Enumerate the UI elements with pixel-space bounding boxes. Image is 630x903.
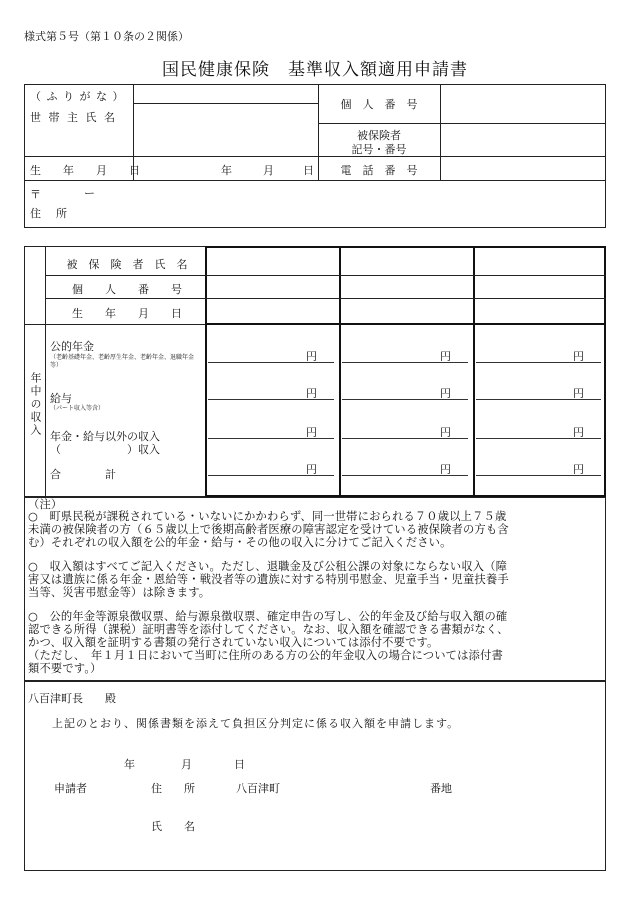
- annual-income-label: 年中の収入: [29, 372, 42, 437]
- addressee: 八百津町長 殿: [28, 692, 116, 705]
- note-2-line-3: 当等、災害弔慰金等）は除きます。: [28, 586, 211, 599]
- note-2-line-1: ○ 収入額はすべてご記入ください。ただし、退職金及び公租公課の対象にならない収入（障: [28, 560, 508, 573]
- insured-label-2: 記号・番号: [351, 143, 407, 156]
- note-3-line-5: 類不要です。）: [28, 662, 102, 675]
- householder-name-input[interactable]: [135, 106, 316, 154]
- birthdate-label: 生 年 月 日: [30, 164, 140, 177]
- other-income-label-2: （ ）収入: [50, 443, 160, 456]
- insured-birthdate-input-col3[interactable]: [476, 300, 601, 322]
- notes-header: （注）: [28, 498, 63, 511]
- note-1-line-3: む）それぞれの収入額を公的年金・給与・その他の収入に分けてご記入ください。: [28, 536, 452, 549]
- yen-unit: 円: [306, 463, 317, 476]
- banchi-label: 番地: [430, 782, 452, 795]
- note-3-line-3: かつ、収入額を証明する書類の発行されていない収入については添付不要です。: [28, 636, 439, 649]
- yen-unit: 円: [573, 426, 584, 439]
- personal-number-input[interactable]: [442, 86, 604, 121]
- insured-name-input-col1[interactable]: [208, 248, 334, 274]
- date-day-unit: 日: [234, 758, 245, 771]
- salary-note: （パート収入等含）: [50, 405, 105, 412]
- total-label: 合 計: [50, 468, 116, 481]
- address-input[interactable]: [100, 183, 600, 225]
- yen-unit: 円: [440, 426, 451, 439]
- yen-unit: 円: [573, 463, 584, 476]
- yen-unit: 円: [440, 350, 451, 363]
- yen-unit: 円: [306, 426, 317, 439]
- yen-unit: 円: [306, 350, 317, 363]
- yen-unit: 円: [306, 387, 317, 400]
- yen-unit: 円: [440, 463, 451, 476]
- phone-label: 電 話 番 号: [340, 164, 418, 177]
- insured-number-input[interactable]: [442, 125, 604, 154]
- note-1-line-2: 未満の被保険者の方（６５歳以上で後期高齢者医療の障害認定を受けている被保険者の方も含: [28, 523, 509, 536]
- birth-day-unit: 日: [303, 164, 314, 177]
- form-number: 様式第５号（第１０条の２関係）: [24, 30, 189, 43]
- furigana-input[interactable]: [135, 86, 316, 101]
- town-name: 八百津町: [236, 782, 280, 795]
- insured-personal-number-input-col1[interactable]: [208, 277, 334, 297]
- insured-birthdate-label: 生 年 月 日: [72, 307, 182, 320]
- phone-input[interactable]: [442, 158, 604, 178]
- salary-label: 給与: [50, 392, 72, 405]
- insured-personal-number-input-col3[interactable]: [476, 277, 601, 297]
- note-1-line-1: ○ 町県民税が課税されている・いないにかかわらず、同一世帯におられる７０歳以上７５歳: [28, 510, 507, 523]
- birth-year-unit: 年: [221, 164, 232, 177]
- yen-unit: 円: [573, 350, 584, 363]
- note-3-line-4: （ただし、 年１月１日において当町に住所のある方の公的年金収入の場合については添付書: [28, 649, 503, 662]
- postal-dash: ー: [84, 187, 95, 200]
- personal-number-label: 個 人 番 号: [340, 98, 418, 111]
- date-year-unit: 年: [124, 758, 135, 771]
- address-label: 住 所: [30, 207, 69, 220]
- date-month-unit: 月: [181, 758, 192, 771]
- insured-name-input-col2[interactable]: [342, 248, 468, 274]
- applicant-address-label: 住 所: [151, 782, 195, 795]
- insured-birthdate-input-col1[interactable]: [208, 300, 334, 322]
- applicant-address-input[interactable]: [292, 776, 426, 794]
- insured-birthdate-input-col2[interactable]: [342, 300, 468, 322]
- applicant-name-input[interactable]: [210, 813, 510, 833]
- note-3-line-2: 認できる所得（課税）証明書等を添付してください。なお、収入額を確認できる書類がなく、: [28, 623, 509, 636]
- applicant-name-label: 氏 名: [151, 820, 195, 833]
- form-title: 国民健康保険 基準収入額適用申請書: [162, 60, 468, 80]
- yen-unit: 円: [573, 387, 584, 400]
- insured-label-1: 被保険者: [357, 129, 401, 142]
- insured-name-label: 被 保 険 者 氏 名: [66, 258, 188, 271]
- applicant-label: 申請者: [54, 782, 87, 795]
- insured-personal-number-input-col2[interactable]: [342, 277, 468, 297]
- birth-month-unit: 月: [263, 164, 274, 177]
- insured-personal-number-label: 個 人 番 号: [72, 283, 182, 296]
- public-pension-label: 公的年金: [50, 340, 94, 353]
- yen-unit: 円: [440, 387, 451, 400]
- public-pension-note: （老齢基礎年金、老齢厚生年金、老齢年金、退職年金等）: [50, 354, 195, 369]
- note-3-line-1: ○ 公的年金等源泉徴収票、給与源泉徴収票、確定申告の写し、公的年金及び給与収入額の確: [28, 610, 508, 623]
- insured-name-input-col3[interactable]: [476, 248, 601, 274]
- other-income-label-1: 年金・給与以外の収入: [50, 430, 160, 443]
- postal-mark: 〒: [30, 188, 41, 201]
- note-2-line-2: 害又は遺族に係る年金・恩給等・戦没者等の遺族に対する特別弔慰金、児童手当・児童扶養手: [28, 573, 509, 586]
- householder-name-label: 世 帯 主 氏 名: [30, 111, 117, 124]
- application-statement: 上記のとおり、関係書類を添えて負担区分判定に係る収入額を申請します。: [52, 717, 460, 730]
- furigana-label: （ ふ り が な ）: [30, 90, 125, 103]
